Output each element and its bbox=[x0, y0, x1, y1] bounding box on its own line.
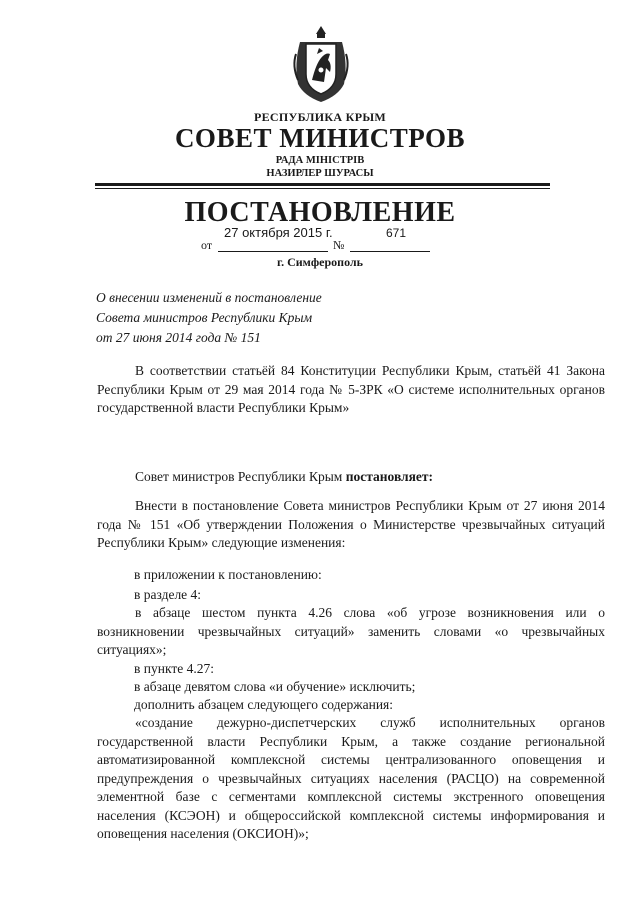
clause-426-paragraph: в абзаце шестом пункта 4.26 слова «об угрозе возникновения или о возникновении чрезвычайных ситуаций» заменить словами «о чрезвычайных ситуациях»; bbox=[97, 605, 605, 657]
council-heading-ukrainian: РАДА МІНІСТРІВ bbox=[275, 155, 365, 166]
new-text-paragraph: «создание дежурно-диспетчерских служб исполнительных органов государственной власти Республики Крым, а также создание региональной автоматизированной комплексной системы централизованного оповещения и предупреждения о чрезвычайных ситуациях населения (РАСЦО) на современной элементной базе с сегментами комплексной системы экстренного оповещения населения (КСЭОН) и общероссийской комплексной системы информирования и оповещения населения (ОКСИОН)»; bbox=[97, 715, 605, 841]
decree-date: 27 октября 2015 г. bbox=[224, 225, 333, 240]
header-divider-thin bbox=[95, 188, 550, 189]
decree-number: 671 bbox=[386, 226, 407, 240]
decree-title: ПОСТАНОВЛЕНИЕ bbox=[184, 197, 456, 228]
coat-of-arms-emblem bbox=[290, 24, 352, 104]
date-underline bbox=[218, 251, 328, 252]
section-line: в разделе 4: bbox=[134, 587, 202, 602]
number-label: № bbox=[333, 238, 345, 252]
city-label: г. Симферополь bbox=[277, 255, 363, 269]
subject-line: от 27 июня 2014 года № 151 bbox=[96, 330, 261, 345]
republic-heading: РЕСПУБЛИКА КРЫМ bbox=[253, 110, 387, 124]
resolution-paragraph: Совет министров Республики Крым постановляет: bbox=[135, 469, 434, 484]
decree-subject bbox=[96, 288, 416, 348]
paragraph-nine-line: в абзаце девятом слова «и обучение» исключить; bbox=[134, 679, 416, 694]
amendment-paragraph: Внести в постановление Совета министров Республики Крым от 27 июня 2014 года № 151 «Об утверждении Положения о Министерстве чрезвычайных ситуаций Республики Крым» следующие изменения: bbox=[97, 498, 605, 550]
header-divider-thick bbox=[95, 183, 550, 186]
resolves-keyword: постановляет: bbox=[345, 469, 434, 484]
date-label: от bbox=[201, 238, 213, 252]
legal-basis-paragraph: В соответствии статьёй 84 Конституции Республики Крым, статьёй 41 Закона Республики Крым от 29 мая 2014 года № 5-ЗРК «О системе исполнительных органов государственной власти Республики Крым» bbox=[97, 363, 605, 415]
subject-line: Совета министров Республики Крым bbox=[96, 310, 313, 325]
number-underline bbox=[350, 251, 430, 252]
council-heading: СОВЕТ МИНИСТРОВ bbox=[174, 123, 466, 153]
clause-427-line: в пункте 4.27: bbox=[134, 661, 214, 676]
subject-line: О внесении изменений в постановление bbox=[96, 290, 322, 305]
add-paragraph-line: дополнить абзацем следующего содержания: bbox=[134, 697, 394, 712]
appendix-line: в приложении к постановлению: bbox=[134, 567, 322, 582]
council-heading-crimean-tatar: НАЗИРЛЕР ШУРАСЫ bbox=[266, 168, 374, 179]
